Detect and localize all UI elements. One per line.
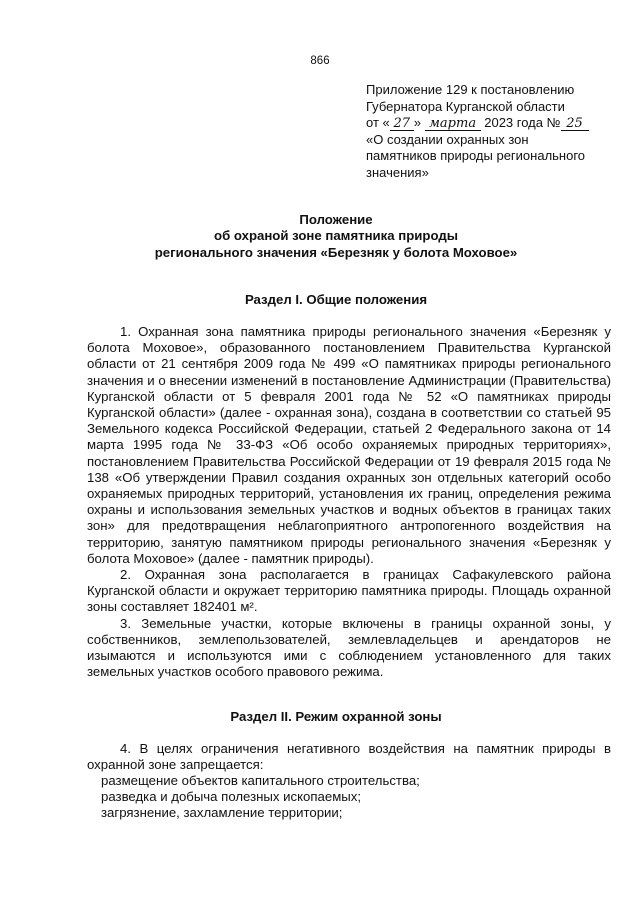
date-year: 2023 года № xyxy=(484,115,561,131)
prohibitions-list xyxy=(87,773,611,822)
appendix-line-5: памятников природы регионального xyxy=(366,148,586,164)
appendix-date-line xyxy=(366,115,616,132)
document-title xyxy=(0,212,640,261)
date-quote-close: » xyxy=(413,115,421,131)
list-item: размещение объектов капитального строительства; xyxy=(101,773,420,788)
title-line-1: Положение xyxy=(299,212,373,227)
list-item: загрязнение, захламление территории; xyxy=(101,805,343,821)
appendix-block xyxy=(366,82,616,182)
section-2-heading: Раздел II. Режим охранной зоны xyxy=(230,709,442,724)
appendix-line-2: Губернатора Курганской области xyxy=(366,98,565,114)
paragraph-4: 4. В целях ограничения негативного воздействия на памятник природы в охранной зоне запрещается: xyxy=(87,741,611,773)
title-line-2: об охраной зоне памятника природы xyxy=(214,228,458,244)
appendix-line-6: значения» xyxy=(366,164,429,180)
paragraph-2: 2. Охранная зона располагается в границах Сафакулевского района Курганской области и окружает территорию памятника природы. Площадь охранной зоны составляет 182401 м². xyxy=(87,567,611,615)
paragraph-3: 3. Земельные участки, которые включены в границы охранной зоны, у собственников, землепользователей, землевладельцев и арендаторов не изымаются и используются ими с соблюдением установленного для таких земельных участков особого правового режима. xyxy=(87,615,611,680)
handwritten-doc-number: 25 xyxy=(561,117,589,131)
appendix-line-1: Приложение 129 к постановлению xyxy=(366,82,575,97)
list-item: разведка и добыча полезных ископаемых; xyxy=(101,789,361,805)
section-2-body xyxy=(87,741,611,773)
section-1-heading: Раздел I. Общие положения xyxy=(244,292,428,307)
appendix-line-4: «О создании охранных зон xyxy=(366,131,529,147)
handwritten-day: 27 xyxy=(390,117,414,131)
page-number: 866 xyxy=(310,55,330,67)
handwritten-month: марта xyxy=(425,117,481,131)
date-prefix: от « xyxy=(366,115,390,131)
title-line-3: регионального значения «Березняк у болота Моховое» xyxy=(154,244,518,260)
paragraph-1: 1. Охранная зона памятника природы регионального значения «Березняк у болота Моховое», образованного постановлением Правительства Курганской области от 21 сентября 2009 года № 499 «О памятниках природы регионального значения и о внесении изменений в постановление Администрации (Правительства) Курганской области от 5 февраля 2001 года № 52 «О памятниках природы Курганской области» (далее - охранная зона), создана в соответствии со статьей 95 Земельного кодекса Российской Федерации, статьей 2 Федерального закона от 14 марта 1995 года № 33-ФЗ «Об особо охраняемых природных территориях», постановлением Правительства Российской Федерации от 19 февраля 2015 года № 138 «Об утверждении Правил создания охранных зон отдельных категорий особо охраняемых природных территорий, установления их границ, определения режима охраны и использования земельных участков и водных объектов в границах таких зон» для предотвращения неблагоприятного антропогенного воздействия на территорию, занятую памятником природы регионального значения «Березняк у болота Моховое» (далее - памятник природы). xyxy=(87,324,611,566)
section-1-body xyxy=(87,324,611,680)
